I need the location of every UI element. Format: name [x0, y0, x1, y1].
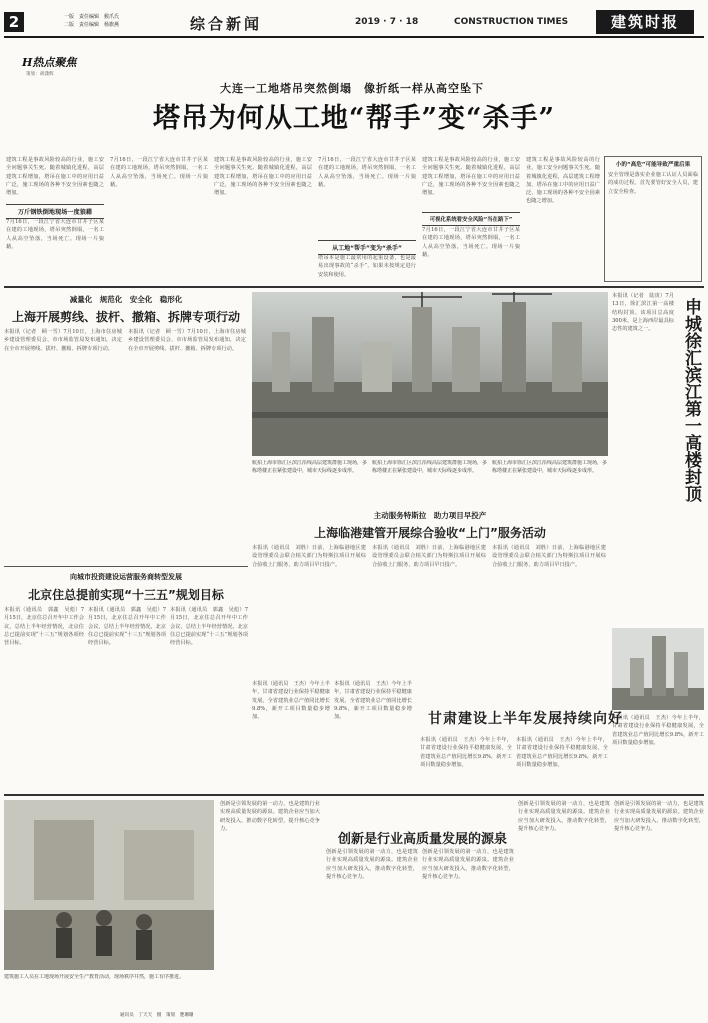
- hot-focus-col-4a: 7月16日，一段江宁省大连市甘井子区某在建的工地现场，塔吊突然倒塌，一名工人从高空坠落，当场死亡。现场一片狼藉。: [318, 157, 416, 188]
- lingang-col-1: 本报讯（通讯员 刘胜）日前，上海临港地区建设管理委员会联合相关部门为特斯拉项目开展综合验收上门服务，助力项目早日投产。: [252, 545, 366, 568]
- shanghai-article: [4, 292, 248, 562]
- section-rule-3: [4, 794, 704, 796]
- masthead: [0, 0, 708, 40]
- gansu-col-1: 本报讯（通讯员 王杰）今年上半年，甘肃省建设行业保持平稳健康发展，全省建筑业总产值同比增长9.8%，新开工项目数量稳步增加。: [252, 681, 330, 721]
- aerial-photo-caption-1: 航拍上海市徐汇区滨江沿线高层建筑群施工现场，多栋塔楼正在紧张建设中，城市天际线逐步成形。: [252, 460, 368, 474]
- sub-heading-2: 从工地“帮手”变为“杀手”: [318, 240, 416, 255]
- beijing-col-2: 本报讯（通讯员 郭鑫 吴彪）7月15日，北京住总召开年中工作会议，总结上半年经营情况，北京住总已提前实现“十三五”规划各项经营目标。: [88, 607, 166, 647]
- innovation-col-3: 创新是引领发展的第一动力，也是建筑行业实现高质量发展的源泉。建筑企业应当加大研发投入，推动数字化转型，提升核心竞争力。: [518, 801, 610, 832]
- aerial-photo-caption-3: 航拍上海市徐汇区滨江沿线高层建筑群施工现场，多栋塔楼正在紧张建设中，城市天际线逐步成形。: [492, 460, 608, 474]
- issue-date: 2019 · 7 · 18: [355, 17, 419, 27]
- beijing-headline: 北京住总提前实现“十三五”规划目标: [28, 588, 224, 602]
- innovation-col-1: 创新是引领发展的第一动力，也是建筑行业实现高质量发展的源泉。建筑企业应当加大研发投入，推动数字化转型，提升核心竞争力。: [326, 849, 418, 880]
- xuhui-vertical-headline: 申城徐汇滨江第一高楼封顶: [681, 298, 701, 502]
- hot-focus-col-5b: 7月16日，一段江宁省大连市甘井子区某在建的工地现场，塔吊突然倒塌，一名工人从高空坠落，当场死亡。现场一片狼藉。: [422, 227, 520, 258]
- tower-photo-art: [612, 628, 704, 710]
- sidebar-title: 小的“高危”可能导致严重后果: [615, 162, 691, 168]
- workers-photo-art: [4, 800, 214, 970]
- hot-focus-kicker: 大连一工地塔吊突然倒塌 像折纸一样从高空坠下: [220, 82, 484, 95]
- sub-heading-1: 万斤钢铁倒地现场一度狼藉: [6, 204, 104, 219]
- bottom-photo-credit: 通讯员 丁天天 摄 策划 楚珊珊: [120, 1013, 194, 1018]
- hot-focus-mid: 7月16日，一段江宁省大连市甘井子区某在建的工地现场，塔吊突然倒塌，一名工人从高空坠落，当场死亡。现场一片狼藉。: [6, 219, 104, 250]
- hot-focus-editor: 策划：胡潇辉: [26, 72, 54, 77]
- workers-photo: [4, 800, 214, 970]
- lingang-article: [252, 508, 608, 678]
- hot-focus-col-6: 建筑工程是事故风险较高的行业，施工安全问题事关生死。随着城镇化进程，高层建筑工程增加，塔吊在施工中的应用日益广泛，施工现场的各种不安全因素也随之增加。: [526, 157, 600, 205]
- beijing-col-3: 本报讯（通讯员 郭鑫 吴彪）7月15日，北京住总召开年中工作会议，总结上半年经营情况，北京住总已提前实现“十三五”规划各项经营目标。: [170, 607, 248, 647]
- sub-heading-3: 可视化系统看安全风险“当在路下”: [422, 212, 520, 226]
- lingang-col-2: 本报讯（通讯员 刘胜）日前，上海临港地区建设管理委员会联合相关部门为特斯拉项目开展综合验收上门服务，助力项目早日投产。: [372, 545, 486, 568]
- masthead-rule: [4, 36, 704, 38]
- innovation-headline: 创新是行业高质量发展的源泉: [338, 832, 508, 847]
- page-number: 2: [4, 12, 24, 32]
- sidebar-box: [604, 156, 702, 282]
- gansu-col-2: 本报讯（通讯员 王杰）今年上半年，甘肃省建设行业保持平稳健康发展，全省建筑业总产值同比增长9.8%，新开工项目数量稳步增加。: [334, 681, 412, 721]
- hot-focus-lead: 建筑工程是事故风险较高的行业，施工安全问题事关生死。随着城镇化进程，高层建筑工程增加，塔吊在施工中的应用日益广泛，施工现场的各种不安全因素也随之增加。: [6, 157, 104, 197]
- beijing-col-1: 本报讯（通讯员 郭鑫 吴彪）7月15日，北京住总召开年中工作会议，总结上半年经营情况，北京住总已提前实现“十三五”规划各项经营目标。: [4, 607, 84, 647]
- aerial-construction-photo: [252, 292, 608, 456]
- gansu-headline: 甘肃建设上半年发展持续向好: [428, 711, 623, 727]
- xuhui-tower-photo: [612, 628, 704, 710]
- hot-focus-col-4b: 塔吊本是施工最常用的起重设备，也是最易出现事故的“杀手”，如果未按规定进行安装和使用。: [318, 255, 416, 278]
- lingang-col-3: 本报讯（通讯员 刘胜）日前，上海临港地区建设管理委员会联合相关部门为特斯拉项目开展综合验收上门服务，助力项目早日投产。: [492, 545, 606, 568]
- hot-focus-col-5a: 建筑工程是事故风险较高的行业，施工安全问题事关生死。随着城镇化进程，高层建筑工程增加，塔吊在施工中的应用日益广泛，施工现场的各种不安全因素也随之增加。: [422, 157, 520, 197]
- editor-line-1: 一版 责任编辑 猴爪氏: [64, 14, 120, 20]
- aerial-photo-caption-2: 航拍上海市徐汇区滨江沿线高层建筑群施工现场，多栋塔楼正在紧张建设中，城市天际线逐步成形。: [372, 460, 488, 474]
- hot-focus-headline: 塔吊为何从工地“帮手”变“杀手”: [152, 103, 556, 134]
- innovation-article: [326, 800, 704, 1018]
- hot-focus-badge: H热点聚焦: [22, 56, 77, 69]
- sidebar-text: 安全管理是落实企业施工认证人员面临的成功过程。首先要管好安全人员，建立安全检查。: [608, 172, 698, 195]
- innovation-col-2: 创新是引领发展的第一动力，也是建筑行业实现高质量发展的源泉。建筑企业应当加大研发投入，推动数字化转型，提升核心竞争力。: [422, 849, 514, 880]
- section-rule-1: [4, 286, 704, 288]
- xuhui-body: 本报讯（记者 陆寅）7月13日，徐汇滨江第一高楼结构封顶。该项目总高度300米，是上海西岸最具标志性的建筑之一。: [612, 293, 674, 333]
- gansu-col-3: 本报讯（通讯员 王杰）今年上半年，甘肃省建设行业保持平稳健康发展，全省建筑业总产值同比增长9.8%，新开工项目数量稳步增加。: [420, 737, 512, 768]
- section-rule-2: [4, 566, 248, 567]
- paper-name-english: CONSTRUCTION TIMES: [454, 17, 569, 27]
- beijing-article: [4, 570, 248, 790]
- section-title: 综合新闻: [190, 15, 263, 33]
- hot-focus-col-3: 建筑工程是事故风险较高的行业，施工安全问题事关生死。随着城镇化进程，高层建筑工程增加，塔吊在施工中的应用日益广泛，施工现场的各种不安全因素也随之增加。: [214, 157, 312, 197]
- hot-focus-section: [4, 44, 704, 284]
- gansu-col-5: 本报讯（通讯员 王杰）今年上半年，甘肃省建设行业保持平稳健康发展，全省建筑业总产值同比增长9.8%，新开工项目数量稳步增加。: [612, 715, 704, 746]
- hot-focus-col-2: 7月16日，一段江宁省大连市甘井子区某在建的工地现场，塔吊突然倒塌，一名工人从高空坠落，当场死亡。现场一片狼藉。: [110, 157, 208, 188]
- shanghai-col-2: 本报讯（记者 顾一雪）7月10日，上海市住房城乡建设管理委员会、市市场监管局发布通知，决定在全市开展剪线、拔杆、撤箱、拆牌专项行动。: [128, 329, 246, 352]
- shanghai-kicker: 减量化 规范化 安全化 稳形化: [69, 295, 183, 304]
- shanghai-col-1: 本报讯（记者 顾一雪）7月10日，上海市住房城乡建设管理委员会、市市场监管局发布通知，决定在全市开展剪线、拔杆、撤箱、拆牌专项行动。: [4, 329, 122, 352]
- editor-line-2: 二版 责任编辑 杨旗燕: [64, 22, 120, 28]
- bottom-left-col: 创新是引领发展的第一动力，也是建筑行业实现高质量发展的源泉。建筑企业应当加大研发投入，推动数字化转型，提升核心竞争力。: [220, 801, 320, 832]
- innovation-col-4: 创新是引领发展的第一动力，也是建筑行业实现高质量发展的源泉。建筑企业应当加大研发投入，推动数字化转型，提升核心竞争力。: [614, 801, 704, 832]
- aerial-photo-art: [252, 292, 608, 456]
- shanghai-headline: 上海开展剪线、拔杆、撤箱、拆牌专项行动: [11, 310, 240, 324]
- lingang-headline: 上海临港建管开展综合验收“上门”服务活动: [314, 526, 546, 540]
- lingang-kicker: 主动服务特斯拉 助力项目早投产: [373, 511, 487, 520]
- bottom-photo-caption: 建筑施工人员在工地现场开展安全生产教育活动，现场秩序井然，施工有序推进。: [4, 974, 185, 980]
- beijing-kicker: 向城市投资建设运营服务商转型发展: [70, 573, 182, 581]
- gansu-col-4: 本报讯（通讯员 王杰）今年上半年，甘肃省建设行业保持平稳健康发展，全省建筑业总产值同比增长9.8%，新开工项目数量稳步增加。: [516, 737, 608, 768]
- paper-name-chinese: 建筑时报: [596, 10, 694, 34]
